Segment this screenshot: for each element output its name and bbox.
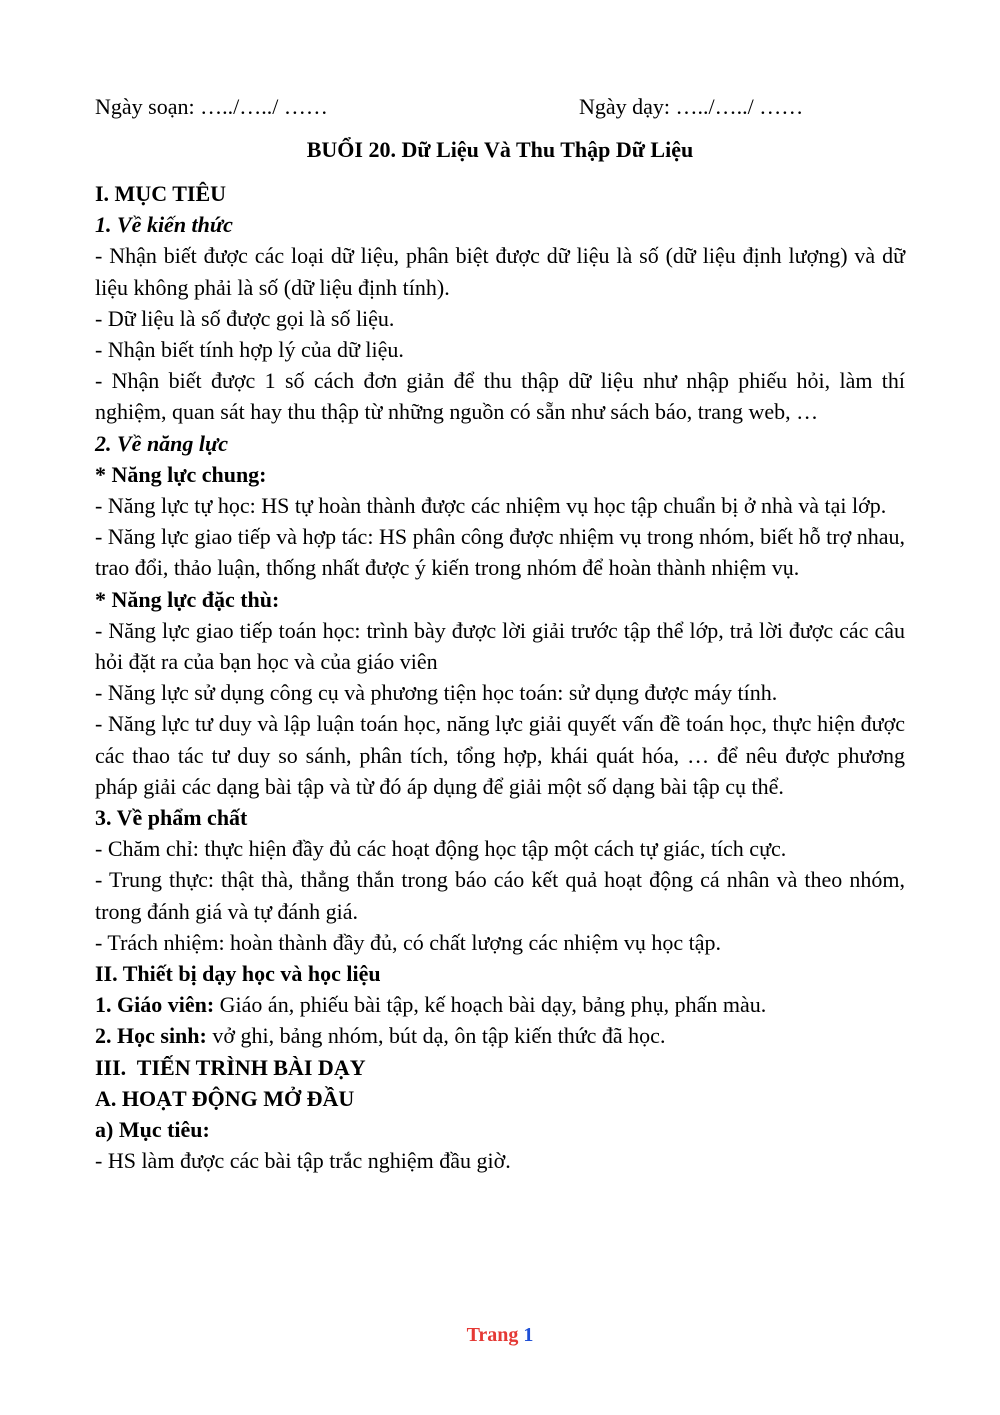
student-label: 2. Học sinh: — [95, 1023, 207, 1049]
teacher-text: Giáo án, phiếu bài tập, kế hoạch bài dạy, bảng phụ, phấn màu. — [214, 992, 767, 1018]
paragraph: - Nhận biết tính hợp lý của dữ liệu. — [95, 337, 404, 363]
section-objectives: I. MỤC TIÊU — [95, 181, 227, 206]
paragraph: - Năng lực sử dụng công cụ và phương tiện học toán: sử dụng được máy tính. — [95, 680, 778, 706]
paragraph: - Chăm chỉ: thực hiện đầy đủ các hoạt động học tập một cách tự giác, tích cực. — [95, 836, 787, 862]
paragraph: - Nhận biết được các loại dữ liệu, phân biệt được dữ liệu là số (dữ liệu định lượng) và dữ liệu không phải là số (dữ liệu định tính). — [95, 243, 905, 300]
section-procedure: III. TIẾN TRÌNH BÀI DẠY — [95, 1054, 366, 1080]
document-body — [95, 94, 905, 1177]
paragraph: - Nhận biết được 1 số cách đơn giản để thu thập dữ liệu như nhập phiếu hỏi, làm thí nghiệm, quan sát hay thu thập từ những nguồn có sẵn như sách báo, trang web, … — [95, 368, 905, 425]
subsection-competence: 2. Về năng lực — [95, 430, 228, 456]
paragraph: - Năng lực tư duy và lập luận toán học, năng lực giải quyết vấn đề toán học, thực hiện được các thao tác tư duy so sánh, phân tích, tổng hợp, khái quát hóa, … để nêu được phương pháp giải các dạng bài tập và từ đó áp dụng để giải một số dạng bài tập cụ thể. — [95, 711, 905, 799]
teacher-equipment — [95, 989, 905, 1020]
teacher-label: 1. Giáo viên: — [95, 992, 215, 1018]
subsection-knowledge: 1. Về kiến thức — [95, 212, 233, 238]
student-equipment — [95, 1020, 905, 1051]
paragraph: - Năng lực giao tiếp toán học: trình bày được lời giải trước tập thể lớp, trả lời được các câu hỏi đặt ra của bạn học và của giáo viên — [95, 617, 905, 675]
teach-date: Ngày dạy: …../…../ …… — [579, 94, 804, 119]
opening-activity-heading: A. HOẠT ĐỘNG MỞ ĐẦU — [95, 1085, 355, 1111]
objective-heading: a) Mục tiêu: — [95, 1117, 210, 1143]
paragraph: - Trung thực: thật thà, thẳng thắn trong báo cáo kết quả hoạt động cá nhân và theo nhóm, trong đánh giá và tự đánh giá. — [95, 867, 905, 924]
specific-competence-heading: * Năng lực đặc thù: — [95, 586, 280, 612]
page-number: 1 — [523, 1324, 534, 1346]
section-equipment: II. Thiết bị dạy học và học liệu — [95, 961, 381, 987]
date-row — [95, 94, 905, 128]
general-competence-heading: * Năng lực chung: — [95, 461, 267, 487]
paragraph: - HS làm được các bài tập trắc nghiệm đầu giờ. — [95, 1148, 511, 1174]
page-label: Trang — [466, 1324, 519, 1346]
paragraph: - Năng lực tự học: HS tự hoàn thành được các nhiệm vụ học tập chuẩn bị ở nhà và tại lớp. — [95, 493, 887, 519]
paragraph: - Năng lực giao tiếp và hợp tác: HS phân công được nhiệm vụ trong nhóm, biết hỗ trợ nhau, trao đổi, thảo luận, thống nhất được ý kiến trong nhóm để hoàn thành nhiệm vụ. — [95, 524, 905, 581]
page-footer — [0, 1324, 1000, 1347]
paragraph: - Dữ liệu là số được gọi là số liệu. — [95, 305, 395, 331]
lesson-title: BUỔI 20. Dữ Liệu Và Thu Thập Dữ Liệu — [306, 137, 694, 162]
subsection-qualities: 3. Về phẩm chất — [95, 805, 248, 831]
prep-date: Ngày soạn: …../…../ …… — [95, 94, 328, 119]
paragraph: - Trách nhiệm: hoàn thành đầy đủ, có chất lượng các nhiệm vụ học tập. — [95, 929, 721, 955]
student-text: vở ghi, bảng nhóm, bút dạ, ôn tập kiến thức đã học. — [206, 1023, 666, 1049]
